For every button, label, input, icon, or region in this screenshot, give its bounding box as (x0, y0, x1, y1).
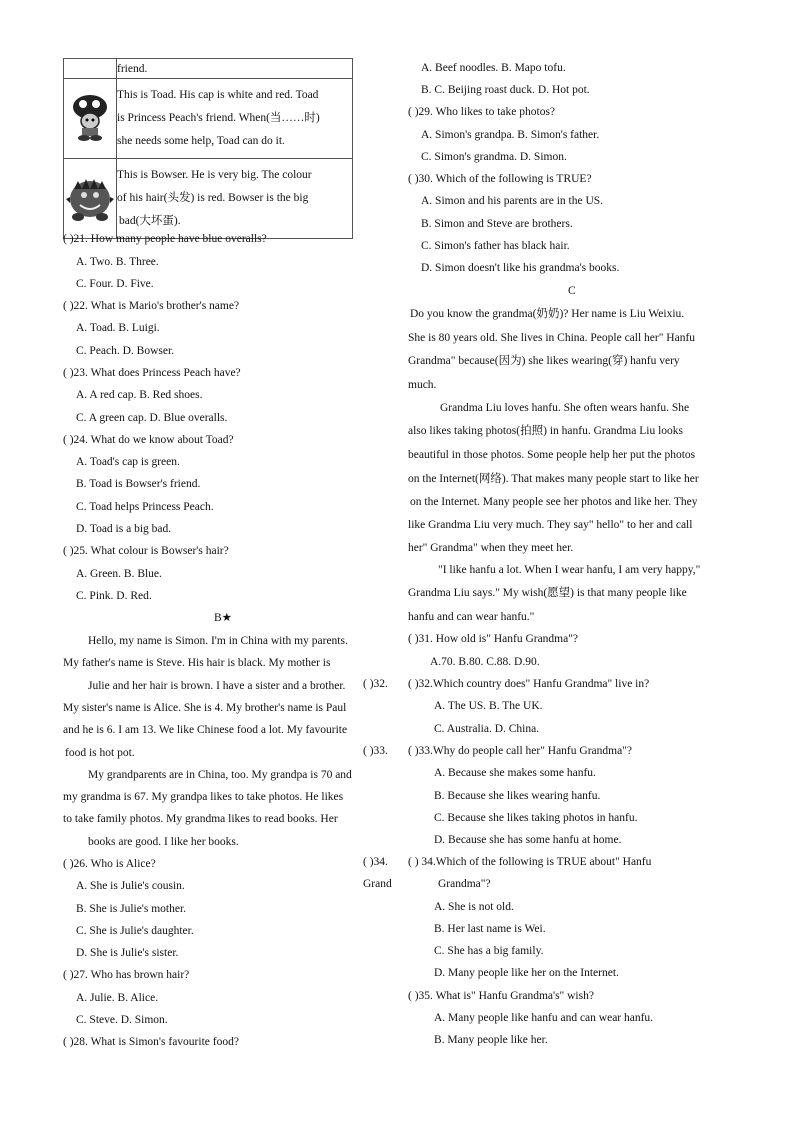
bowser-character-image (64, 159, 117, 239)
table-text-line: This is Bowser. He is very big. The colour (117, 169, 312, 181)
option-line: B. Her last name is Wei. (434, 923, 546, 935)
question-28: ( )28. What is Simon's favourite food? (63, 1036, 239, 1048)
stray-label: ( )33. (363, 745, 388, 757)
passage-b-line: and he is 6. I am 13. We like Chinese food a lot. My favourite (63, 724, 348, 736)
stray-label: ( )34. (363, 856, 388, 868)
table-cell-text (117, 59, 353, 79)
passage-c-line: Grandma" because(因为) she likes wearing(穿) hanfu very (408, 355, 680, 367)
option-line: A. The US. B. The UK. (434, 700, 543, 712)
question-22: ( )22. What is Mario's brother's name? (63, 300, 240, 312)
option-line: C. She has a big family. (434, 945, 544, 957)
option-line: A. Many people like hanfu and can wear hanfu. (434, 1012, 654, 1024)
option-line: A. Simon and his parents are in the US. (421, 195, 604, 207)
option-line: D. She is Julie's sister. (76, 947, 179, 959)
question-24: ( )24. What do we know about Toad? (63, 434, 234, 446)
question-32: ( )32.Which country does" Hanfu Grandma" live in? (408, 678, 650, 690)
option-line: A. A red cap. B. Red shoes. (76, 389, 203, 401)
passage-b-line: My sister's name is Alice. She is 4. My brother's name is Paul (63, 702, 347, 714)
option-line: B. Because she likes wearing hanfu. (434, 790, 601, 802)
option-line: C. Simon's grandma. D. Simon. (421, 151, 567, 163)
option-line: A. She is not old. (434, 901, 514, 913)
table-text-line: friend. (117, 62, 148, 75)
table-text-line: is Princess Peach's friend. When(当……时) (117, 112, 320, 124)
character-table (63, 58, 353, 239)
option-line: C. Australia. D. China. (434, 723, 540, 735)
option-line: C. Pink. D. Red. (76, 590, 152, 602)
passage-c-line: Grandma Liu loves hanfu. She often wears hanfu. She (440, 402, 690, 414)
passage-c-line: hanfu and can wear hanfu." (408, 611, 535, 623)
option-line: D. Because she has some hanfu at home. (434, 834, 622, 846)
option-line: A. Beef noodles. B. Mapo tofu. (421, 62, 566, 74)
option-line: B. Toad is Bowser's friend. (76, 478, 201, 490)
table-cell-text (117, 79, 353, 159)
question-23: ( )23. What does Princess Peach have? (63, 367, 241, 379)
table-text-line: bad(大坏蛋). (119, 215, 181, 227)
passage-b-line: food is hot pot. (65, 747, 135, 759)
question-26: ( )26. Who is Alice? (63, 858, 156, 870)
option-line: A. Julie. B. Alice. (76, 992, 159, 1004)
passage-c-line: She is 80 years old. She lives in China. People call her" Hanfu (408, 332, 696, 344)
option-line: C. Toad helps Princess Peach. (76, 501, 214, 513)
option-line: C. Because she likes taking photos in hanfu. (434, 812, 638, 824)
table-text-line: of his hair(头发) is red. Bowser is the big (117, 192, 309, 204)
passage-b-line: Julie and her hair is brown. I have a sister and a brother. (88, 680, 346, 692)
passage-c-line: on the Internet(网络). That makes many people start to like her (408, 473, 699, 485)
option-line: C. She is Julie's daughter. (76, 925, 194, 937)
table-cell-text (117, 159, 353, 239)
option-line: A. Toad's cap is green. (76, 456, 180, 468)
question-27: ( )27. Who has brown hair? (63, 969, 190, 981)
question-34-cont: Grandma"? (438, 878, 491, 890)
passage-b-line: my grandma is 67. My grandpa likes to take photos. He likes (63, 791, 344, 803)
question-25: ( )25. What colour is Bowser's hair? (63, 545, 229, 557)
question-21: ( )21. How many people have blue overalls? (63, 233, 267, 245)
option-line: B. Many people like her. (434, 1034, 548, 1046)
section-b-title: B★ (214, 612, 232, 624)
option-line: A. Because she makes some hanfu. (434, 767, 596, 779)
option-line: B. C. Beijing roast duck. D. Hot pot. (421, 84, 590, 96)
table-cell-empty (64, 59, 117, 79)
passage-b-line: Hello, my name is Simon. I'm in China with my parents. (88, 635, 348, 647)
passage-c-line: on the Internet. Many people see her photos and like her. They (410, 496, 698, 508)
table-text-line: This is Toad. His cap is white and red. Toad (117, 89, 319, 101)
option-line: D. Simon doesn't like his grandma's books. (421, 262, 620, 274)
passage-c-line: Grandma Liu says." My wish(愿望) is that many people like (408, 587, 687, 599)
passage-c-line: Do you know the grandma(奶奶)? Her name is Liu Weixiu. (410, 308, 685, 320)
question-31: ( )31. How old is" Hanfu Grandma"? (408, 633, 579, 645)
option-line: A. Green. B. Blue. (76, 568, 162, 580)
passage-c-line: much. (408, 379, 437, 391)
passage-c-line: also likes taking photos(拍照) in hanfu. Grandma Liu looks (408, 425, 684, 437)
option-line: C. Simon's father has black hair. (421, 240, 570, 252)
passage-b-line: My grandparents are in China, too. My grandpa is 70 and (88, 769, 352, 781)
toad-icon (64, 79, 116, 155)
stray-label: Grand (363, 878, 392, 890)
passage-b-line: to take family photos. My grandma likes to read books. Her (63, 813, 338, 825)
option-line: C. Four. D. Five. (76, 278, 154, 290)
passage-b-line: My father's name is Steve. His hair is black. My mother is (63, 657, 331, 669)
table-text-line: she needs some help, Toad can do it. (117, 135, 285, 147)
option-line: A. She is Julie's cousin. (76, 880, 185, 892)
option-line: C. A green cap. D. Blue overalls. (76, 412, 228, 424)
question-33: ( )33.Why do people call her" Hanfu Grandma"? (408, 745, 632, 757)
question-30: ( )30. Which of the following is TRUE? (408, 173, 592, 185)
stray-label: ( )32. (363, 678, 388, 690)
option-line: B. She is Julie's mother. (76, 903, 187, 915)
section-c-title: C (568, 285, 576, 297)
passage-c-line: beautiful in those photos. Some people help her put the photos (408, 449, 696, 461)
passage-b-line: books are good. I like her books. (88, 836, 239, 848)
passage-c-line: like Grandma Liu very much. They say" hello" to her and call (408, 519, 693, 531)
question-29: ( )29. Who likes to take photos? (408, 106, 556, 118)
option-line: A.70. B.80. C.88. D.90. (430, 656, 540, 668)
option-line: C. Steve. D. Simon. (76, 1014, 168, 1026)
option-line: A. Two. B. Three. (76, 256, 159, 268)
option-line: D. Many people like her on the Internet. (434, 967, 619, 979)
passage-c-line: "I like hanfu a lot. When I wear hanfu, I am very happy," (438, 564, 701, 576)
option-line: A. Toad. B. Luigi. (76, 322, 160, 334)
option-line: A. Simon's grandpa. B. Simon's father. (421, 129, 600, 141)
option-line: C. Peach. D. Bowser. (76, 345, 175, 357)
question-34: ( ) 34.Which of the following is TRUE about" Hanfu (408, 856, 652, 868)
toad-character-image (64, 79, 117, 159)
bowser-icon (64, 159, 116, 235)
option-line: B. Simon and Steve are brothers. (421, 218, 573, 230)
option-line: D. Toad is a big bad. (76, 523, 172, 535)
question-35: ( )35. What is" Hanfu Grandma's" wish? (408, 990, 594, 1002)
passage-c-line: her" Grandma" when they meet her. (408, 542, 574, 554)
